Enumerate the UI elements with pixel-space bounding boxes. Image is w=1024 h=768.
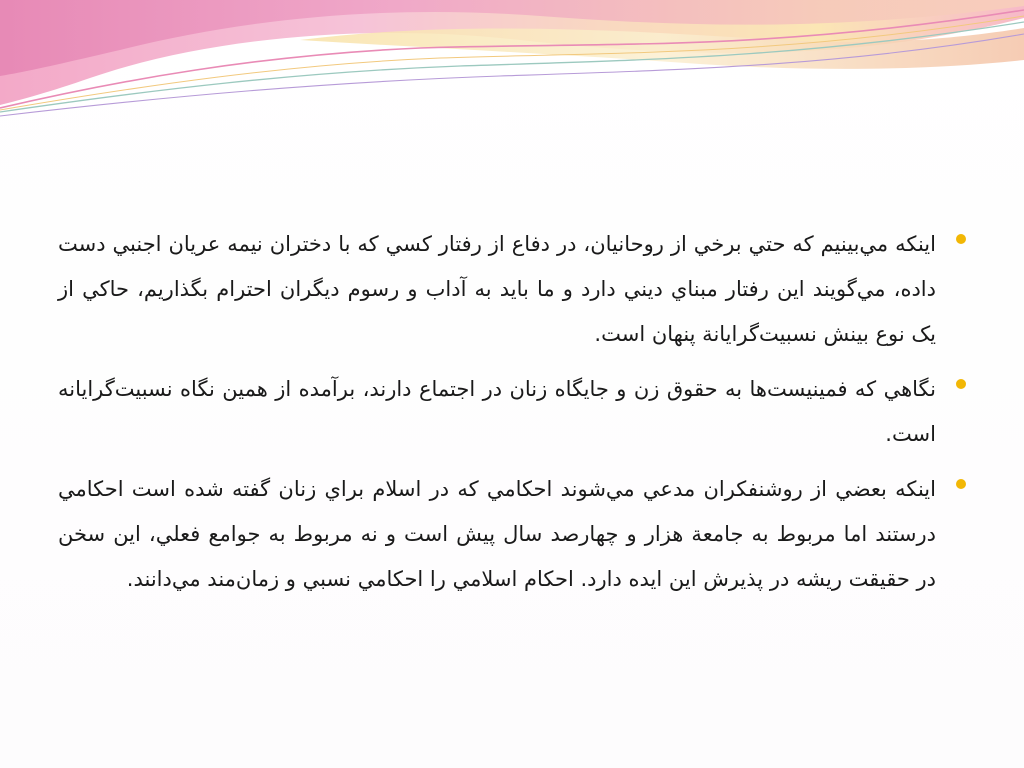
bullet-item <box>58 367 968 457</box>
bullet-dot-icon <box>956 479 966 489</box>
bullet-item <box>58 467 968 602</box>
slide-body <box>58 222 968 612</box>
bullet-list <box>58 222 968 602</box>
bullet-text: اینکه مي‌بينيم که حتي برخي از روحانيان، در دفاع از رفتار کسي که با دختران نيمه عريان اجنبي دست داده، مي‌گويند اين رفتار مبناي ديني دارد و ما بايد به آداب و رسوم ديگران احترام بگذاريم، حاکي از يک نوع بينش نسبيت‌گرايانة پنهان است. <box>58 232 936 346</box>
decorative-wave-banner <box>0 0 1024 130</box>
bullet-item <box>58 222 968 357</box>
bullet-text: اینکه بعضي از روشنفکران مدعي مي‌شوند احکامي که در اسلام براي زنان گفته شده است احکامي درستند اما مربوط به جامعة هزار و چهارصد سال پيش است و نه مربوط به جوامع فعلي، اين سخن در حقيقت ريشه در پذيرش اين ايده دارد. احکام اسلامي را احکامي نسبي و زمان‌مند مي‌دانند. <box>58 477 936 591</box>
bullet-text: نگاهي که فمينيست‌ها به حقوق زن و جايگاه زنان در اجتماع دارند، برآمده از همين نگاه نسبيت‌گرايانه است. <box>58 377 936 446</box>
bullet-dot-icon <box>956 234 966 244</box>
bullet-dot-icon <box>956 379 966 389</box>
